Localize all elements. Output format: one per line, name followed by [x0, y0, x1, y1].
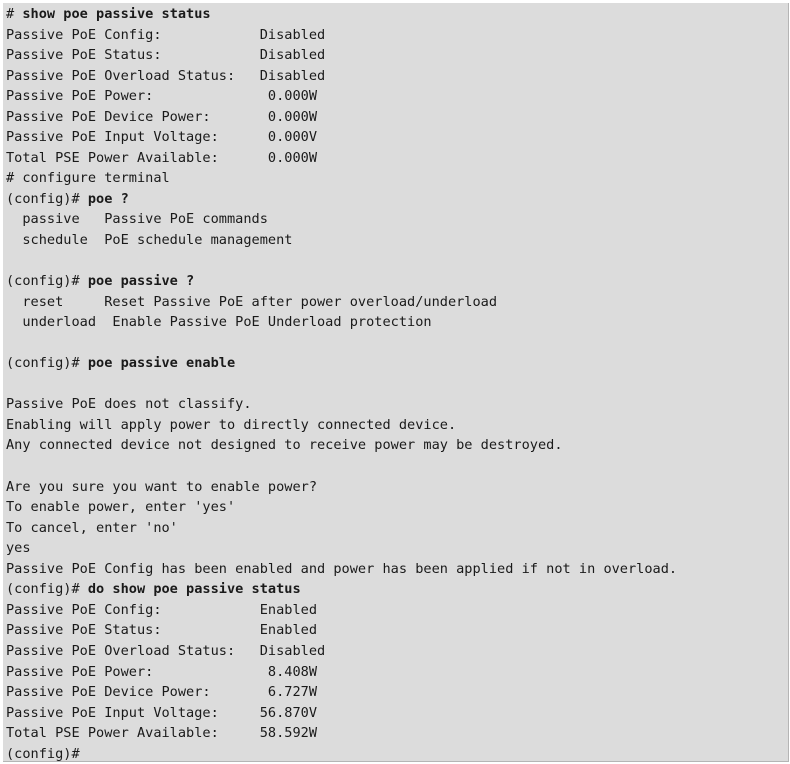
terminal-line [6, 435, 788, 456]
terminal-text: # configure terminal [6, 170, 170, 187]
terminal-text: Passive PoE Device Power: 0.000W [6, 108, 317, 125]
terminal-text: Passive PoE Device Power: 6.727W [6, 684, 317, 701]
terminal-line [6, 292, 788, 313]
terminal-text: Passive PoE Overload Status: Disabled [6, 642, 326, 659]
terminal-command: show poe passive status [22, 6, 211, 22]
terminal-line [6, 662, 788, 683]
terminal-line [6, 312, 788, 333]
terminal-line [6, 682, 788, 703]
terminal-line [6, 45, 788, 66]
terminal-line [6, 394, 788, 415]
terminal-line [6, 538, 788, 559]
terminal-line [6, 559, 788, 580]
terminal-line [6, 353, 788, 374]
terminal-line [6, 477, 788, 498]
terminal-text: Passive PoE Config: Enabled [6, 601, 317, 618]
terminal-line [6, 723, 788, 744]
terminal-line [6, 579, 788, 600]
terminal-line [6, 744, 788, 762]
terminal-text: To enable power, enter 'yes' [6, 499, 236, 516]
terminal-text: Passive PoE Power: 0.000W [6, 88, 317, 105]
terminal-command: poe ? [87, 190, 129, 207]
terminal-line [6, 25, 788, 46]
terminal-command: poe passive ? [87, 273, 195, 290]
terminal-prompt: (config)# [6, 273, 88, 290]
terminal-output[interactable] [3, 3, 789, 762]
terminal-line [6, 209, 788, 230]
terminal-line [6, 4, 788, 25]
terminal-text: schedule PoE schedule management [6, 232, 293, 249]
terminal-text: To cancel, enter 'no' [6, 519, 178, 536]
terminal-text: underload Enable Passive PoE Underload protection [6, 314, 432, 331]
terminal-text: Passive PoE Input Voltage: 56.870V [6, 704, 317, 721]
terminal-text: Total PSE Power Available: 58.592W [6, 725, 317, 742]
terminal-text: Are you sure you want to enable power? [6, 478, 317, 495]
terminal-line [6, 620, 788, 641]
terminal-text: Passive PoE Power: 8.408W [6, 663, 317, 680]
terminal-line [6, 127, 788, 148]
terminal-text: yes [6, 540, 31, 557]
terminal-line [6, 374, 788, 395]
terminal-text: passive Passive PoE commands [6, 211, 268, 228]
terminal-text: Passive PoE Config: Disabled [6, 26, 326, 43]
terminal-text: Enabling will apply power to directly connected device. [6, 416, 457, 433]
terminal-line [6, 189, 788, 210]
terminal-text: Any connected device not designed to receive power may be destroyed. [6, 437, 563, 454]
terminal-text: (config)# [6, 745, 80, 762]
terminal-prompt: (config)# [6, 581, 88, 598]
terminal-line [6, 641, 788, 662]
terminal-line [6, 86, 788, 107]
terminal-line [6, 271, 788, 292]
terminal-line [6, 251, 788, 272]
terminal-text: Passive PoE Config has been enabled and power has been applied if not in overload. [6, 560, 678, 577]
terminal-prompt: (config)# [6, 190, 88, 207]
terminal-line [6, 333, 788, 354]
terminal-text: reset Reset Passive PoE after power overload/underload [6, 293, 498, 310]
terminal-text: Passive PoE Overload Status: Disabled [6, 67, 326, 84]
terminal-line [6, 148, 788, 169]
terminal-line [6, 107, 788, 128]
terminal-text: Passive PoE Status: Disabled [6, 47, 326, 64]
terminal-command: do show poe passive status [87, 581, 301, 598]
terminal-text: Passive PoE Status: Enabled [6, 622, 317, 639]
terminal-line [6, 415, 788, 436]
terminal-line [6, 456, 788, 477]
terminal-prompt: # [6, 6, 23, 22]
terminal-line [6, 703, 788, 724]
terminal-line [6, 230, 788, 251]
terminal-line [6, 518, 788, 539]
terminal-text: Total PSE Power Available: 0.000W [6, 149, 317, 166]
terminal-prompt: (config)# [6, 355, 88, 372]
terminal-text: Passive PoE does not classify. [6, 396, 252, 413]
terminal-text: Passive PoE Input Voltage: 0.000V [6, 129, 317, 146]
terminal-command: poe passive enable [87, 355, 236, 372]
terminal-line [6, 66, 788, 87]
terminal-line [6, 600, 788, 621]
terminal-line [6, 497, 788, 518]
terminal-line [6, 168, 788, 189]
